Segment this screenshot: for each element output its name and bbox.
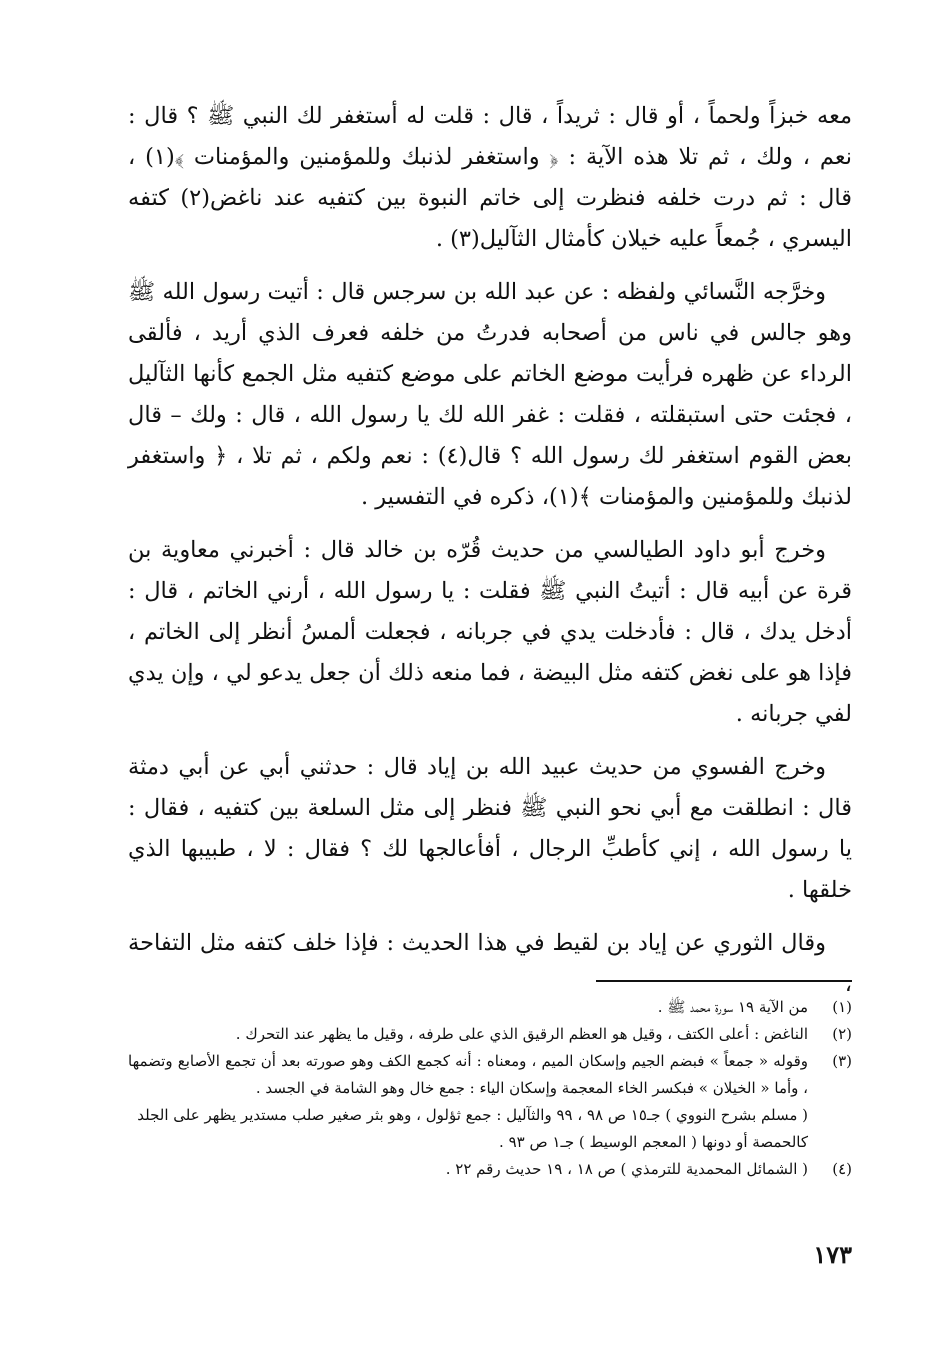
- footnote-divider: [596, 980, 852, 982]
- footnote-1: [128, 994, 852, 1021]
- page-number: ١٧٣: [813, 1240, 852, 1269]
- paragraph-4: وخرج الفسوي من حديث عبيد الله بن إياد قال : حدثني أبي عن أبي دمثة قال : انطلقت مع أبي نحو النبي ﷺ فنظر إلى مثل السلعة بين كتفيه ، فقال : يا رسول الله ، إني كأطبِّ الرجال ، أفأعالجها لك ؟ فقال : لا ، طبيبها الذي خلقها .: [128, 754, 852, 903]
- footnote-3-continued: [128, 1102, 852, 1156]
- footnote-2: [128, 1021, 852, 1048]
- paragraph-5: وقال الثوري عن إياد بن لقيط في هذا الحديث : فإذا خلف كتفه مثل التفاحة ،: [128, 930, 852, 997]
- paragraph-1: معه خبزاً ولحماً ، أو قال : ثريداً ، قال : قلت له أستغفر لك النبي ﷺ ؟ قال : نعم ، ولك ، ثم تلا هذه الآية : ﴿ واستغفر لذنبك وللمؤمنين والمؤمنات ﴾(١) ، قال : ثم درت خلفه فنظرت إلى خاتم النبوة بين كتفيه عند ناغض(٢) كتفه اليسري ، جُمعاً عليه خيلان كأمثال الثآليل(٣) .: [128, 103, 853, 252]
- footnote-number: (١): [832, 998, 852, 1016]
- footnote-4: [128, 1156, 852, 1183]
- footnote-3: [128, 1048, 852, 1102]
- footnote-text: وقوله « جمعاً » فبضم الجيم وإسكان الميم ، ومعناه : أنه كجمع الكف وهو صورته بعد أن تجمع الأصابع وتضمها ، وأما « الخيلان » فبكسر الخاء المعجمة وإسكان الياء : جمع خال وهو الشامة في الجسد .: [128, 1052, 808, 1097]
- paragraph-3: وخرج أبو داود الطيالسي من حديث قُرّه بن خالد قال : أخبرني معاوية بن قرة عن أبيه قال : أتيتُ النبي ﷺ فقلت : يا رسول الله ، أرني الخاتم ، قال : أدخل يدك ، قال : فأدخلت يدي في جربانه ، فجعلت ألمسُ أنظر إلى الخاتم ، فإذا هو على نغض كتفه مثل البيضة ، فما منعه ذلك أن جعل يدعو لي ، وإن يدي لفي جربانه .: [128, 537, 852, 727]
- footnote-text: من الآية ١٩ سورة محمد ﷺ .: [657, 998, 808, 1016]
- footnote-text: ( مسلم بشرح النووي ) جـ١٥ ص ٩٨ ، ٩٩ والثآليل : جمع ثؤلول ، وهو بثر صغير صلب مستدير يظهر على الجلد كالحمصة أو دونها ( المعجم الوسيط ) جـ١ ص ٩٣ .: [137, 1106, 808, 1151]
- footnotes: [128, 994, 852, 1183]
- main-text: [128, 96, 852, 1017]
- footnote-text: الناغض : أعلى الكتف ، وقيل هو العظم الرقيق الذي على طرفه ، وقيل ما يظهر عند التحرك .: [235, 1025, 808, 1043]
- footnote-number: (٣): [832, 1052, 852, 1070]
- footnote-number: (٤): [832, 1160, 852, 1178]
- footnote-text: ( الشمائل المحمدية للترمذي ) ص ١٨ ، ١٩ حديث رقم ٢٢ .: [445, 1160, 808, 1178]
- footnote-number: (٢): [832, 1025, 852, 1043]
- paragraph-2: وخرَّجه النَّسائي ولفظه : عن عبد الله بن سرجس قال : أتيت رسول الله ﷺ وهو جالس في ناس من أصحابه فدرتُ من خلفه فعرف الذي أريد ، فألقى الرداء عن ظهره فرأيت موضع الخاتم على موضع كتفيه مثل الجمع كأنها الثآليل ، فجئت حتى استبقلته ، فقلت : غفر الله لك يا رسول الله ، قال : ولك – قال بعض القوم استغفر لك رسول الله ؟ قال(٤) : نعم ولكم ، ثم تلا ، ﴿ واستغفر لذنبك وللمؤمنين والمؤمنات ﴾(١)، ذكره في التفسير .: [128, 279, 852, 510]
